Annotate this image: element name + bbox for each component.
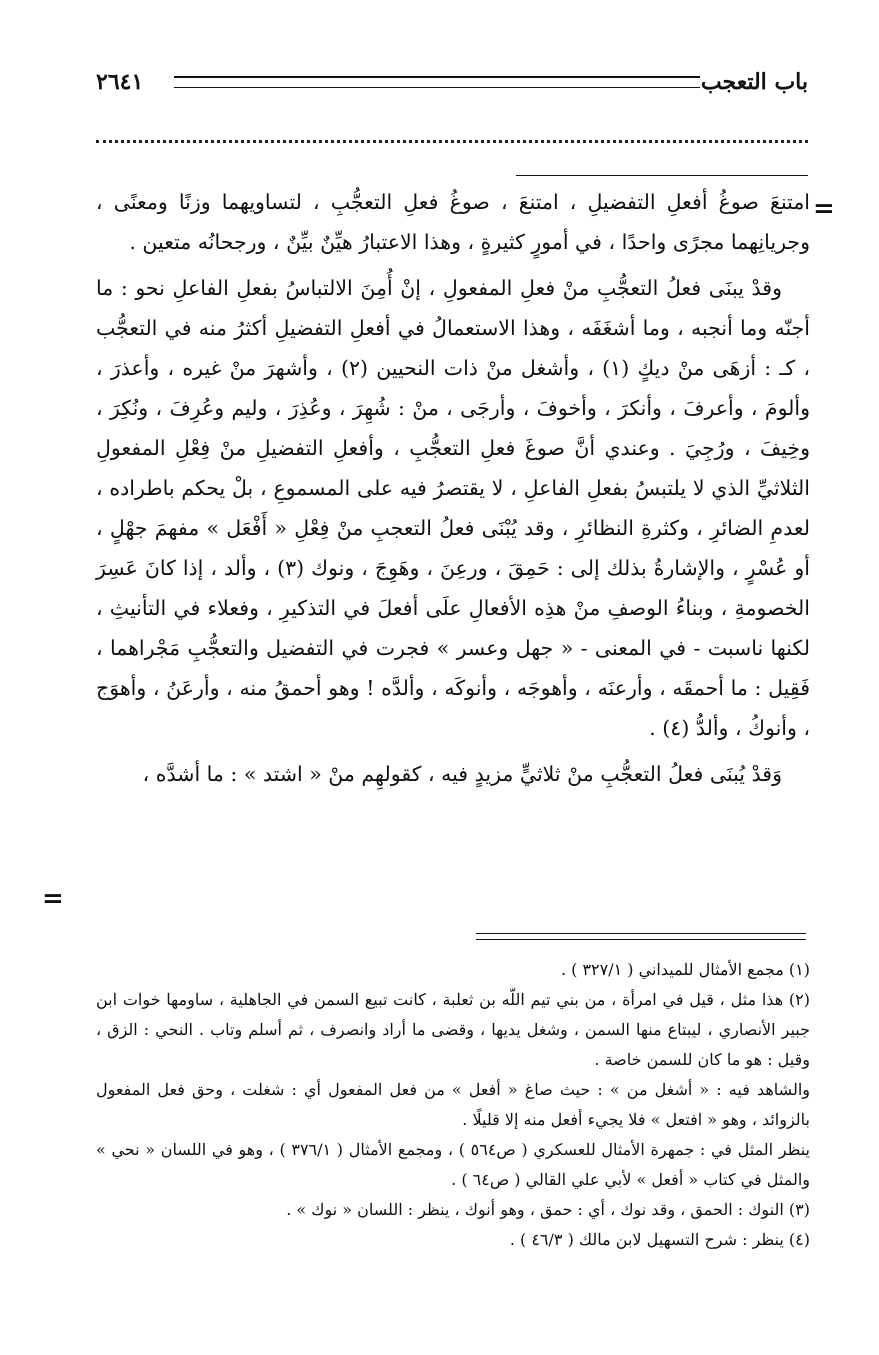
- section-rule: [516, 175, 808, 176]
- footnotes: [96, 955, 810, 1255]
- paragraph-3: وَقدْ يُبنَى فعلُ التعجُّبِ منْ ثلاثيٍّ مزيدٍ فيه ، كقولهِم منْ « اشتد » : ما أشدَّه ،: [142, 762, 782, 786]
- header-rule: [174, 76, 700, 88]
- footnote-3: (٣) النوك : الحمق ، وقد نوك ، أي : حمق ، وهو أنوك ، ينظر : اللسان « نوك » .: [286, 1200, 810, 1219]
- dotted-separator: [96, 140, 808, 143]
- footnote-2-witness: والشاهد فيه : « أشغل من » : حيث صاغ « أفعل » من فعل المفعول أي : شغلت ، وحق فعل المفعول بالزوائد ، وهو « افتعل » فلا يجيء أفعل منه إلا قليلًا .: [96, 1080, 810, 1129]
- continuation-marker-end: =: [42, 884, 64, 914]
- page-number: ٢٦٤١: [96, 69, 144, 95]
- paragraph-2: وقدْ يبنَى فعلُ التعجُّبِ منْ فعلِ المفعولِ ، إنْ أُمِنَ الالتباسُ بفعلِ الفاعلِ نحو : ما أجنّه وما أنجبه ، وما أشغَفَه ، وهذا الاستعمالُ في أفعلِ التفضيلِ أكثرُ منه في التعجُّب ، كـ : أزهَى منْ ديكٍ (١) ، وأشغل منْ ذات النحيين (٢) ، وأشهرَ منْ غيره ، وأعذرَ ، وألومَ ، وأعرفَ ، وأنكرَ ، وأخوفَ ، وأرجَى ، منْ : شُهِرَ ، وعُذِرَ ، وليم وعُرِفَ ، ونُكِرَ ، وخِيفَ ، ورُجِيَ . وعندي أنَّ صوغَ فعلِ التعجُّبِ ، وأفعلِ التفضيلِ منْ فِعْلِ المفعولِ الثلاثيِّ الذي لا يلتبسُ بفعلِ الفاعلِ ، لا يقتصرُ فيه على المسموعِ ، بلْ يحكم باطراده ، لعدمِ الضائرِ ، وكثرةِ النظائرِ ، وقد يُبْنَى فعلُ التعجبِ منْ فِعْلِ « أَفْعَل » مفهمَ جهْلٍ ، أو عُسْرٍ ، والإشارةُ بذلك إلى : حَمِقَ ، ورعِنَ ، وهَوِجَ ، ونوك (٣) ، وألد ، إذا كانَ عَسِرَ الخصومةِ ، وبناءُ الوصفِ منْ هذِه الأفعالِ علَى أفعلَ في التذكيرِ ، وفعلاء في التأنيثِ ، لكنها ناسبت - في المعنى - « جهل وعسر » فجرت في التفضيل والتعجُّبِ مَجْراهما ، فَقِيل : ما أحمقَه ، وأرعنَه ، وأهوجَه ، وأنوكَه ، وألدَّه ! وهو أحمقُ منه ، وأرعَنُ ، وأهوَج ، وأنوكُ ، وألدُّ (٤) .: [96, 276, 810, 740]
- main-text: [96, 182, 810, 794]
- footnote-rule-bottom: [476, 939, 806, 940]
- footnote-2-references: ينظر المثل في : جمهرة الأمثال للعسكري ( ص٥٦٤ ) ، ومجمع الأمثال ( ٣٧٦/١ ) ، وهو في اللسان « نحي » والمثل في كتاب « أفعل » لأبي علي القالي ( ص٦٤ ) .: [96, 1140, 811, 1189]
- footnote-2: (٢) هذا مثل ، قيل في امرأة ، من بني تيم اللّه بن ثعلبة ، كانت تبيع السمن في الجاهلية ، ساومها خوات ابن جبير الأنصاري ، ليبتاع منها السمن ، وشغل يديها ، وقضى ما أراد وانصرف ، ثم أسلم وتاب . النحي : الزق ، وقيل : هو ما كان للسمن خاصة .: [96, 990, 810, 1069]
- footnote-1: (١) مجمع الأمثال للميداني ( ٣٢٧/١ ) .: [560, 960, 810, 979]
- chapter-title: باب التعجب: [700, 69, 808, 95]
- footnote-rule-top: [476, 933, 806, 934]
- footnote-4: (٤) ينظر : شرح التسهيل لابن مالك ( ٤٦/٣ ) .: [509, 1230, 810, 1249]
- running-header: [96, 62, 808, 102]
- paragraph-1: امتنعَ صوغُ أفعلِ التفضيلِ ، امتنعَ ، صوغُ فعلِ التعجُّبِ ، لتساويهما وزنًا ومعنًى ، وجريانِهما مجرًى واحدًا ، في أمورٍ كثيرةٍ ، وهذا الاعتبارُ هيِّنٌ بيِّنٌ ، ورجحانُه متعين .: [96, 190, 810, 254]
- continuation-marker-start: =: [813, 194, 835, 224]
